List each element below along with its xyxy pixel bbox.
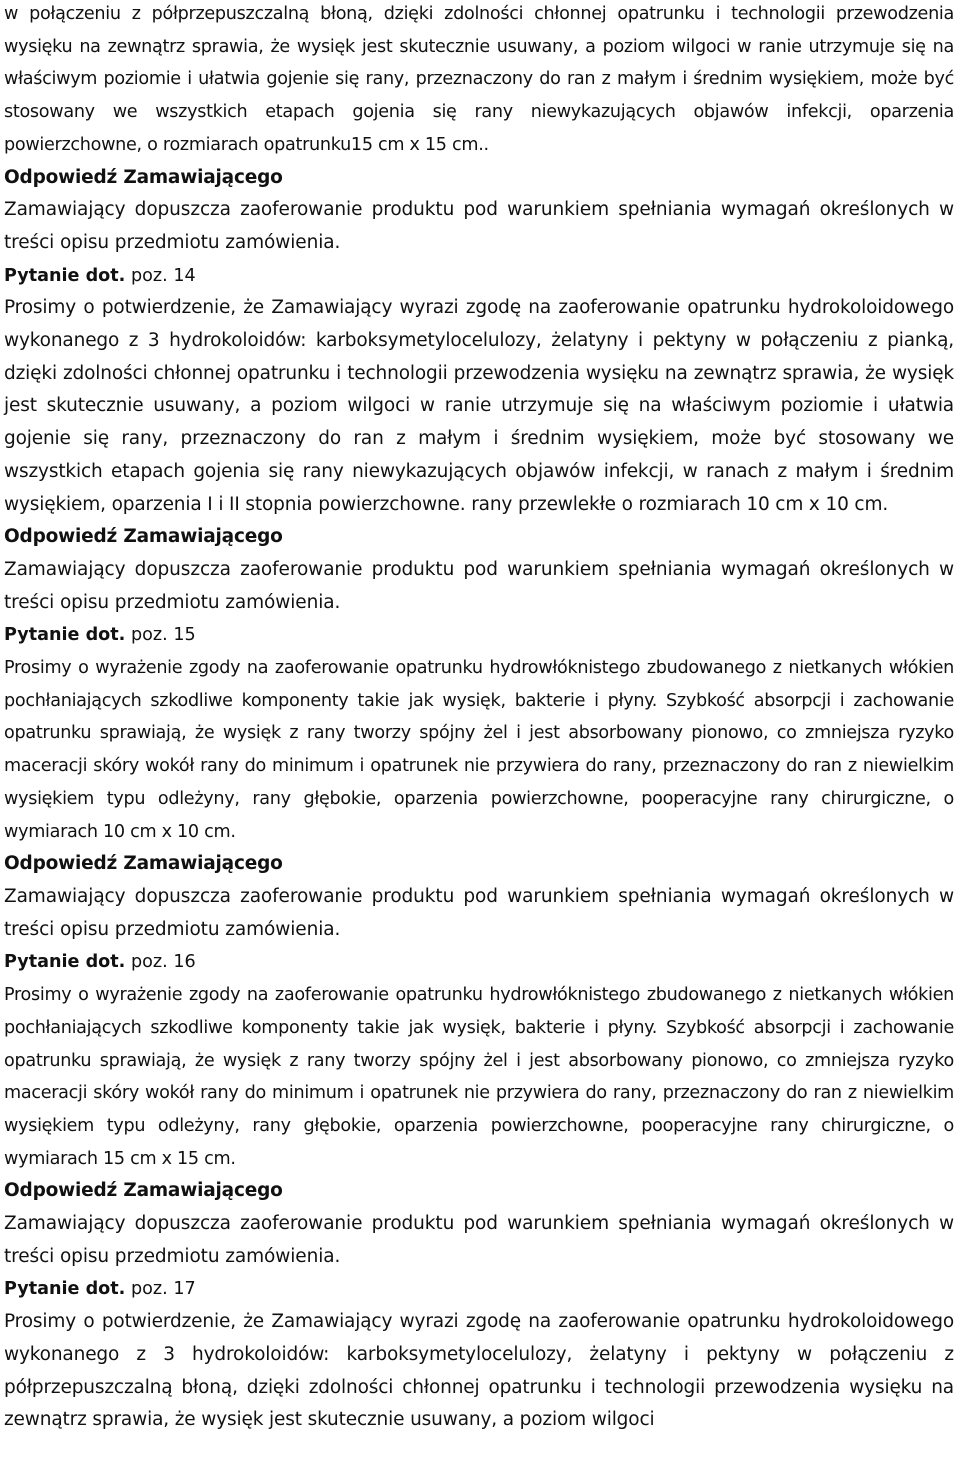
- paragraph-continuation: w połączeniu z półprzepuszczalną błoną, dzięki zdolności chłonnej opatrunku i technologii przewodzenia wysięku na zewnątrz sprawia, że wysięk jest skutecznie usuwany, a poziom wilgoci w ranie utrzymuje się na właściwym poziomie i ułatwia gojenie się rany, przeznaczony do ran z małym i średnim wysiękiem, może być stosowany we wszystkich etapach gojenia się rany niewykazujących objawów infekcji, oparzenia powierzchowne, o rozmiarach opatrunku15 cm x 15 cm..: [4, 4, 954, 155]
- question-position: poz. 16: [130, 952, 196, 973]
- question-paragraph: Prosimy o potwierdzenie, że Zamawiający wyrazi zgodę na zaoferowanie opatrunku hydrokoloidowego wykonanego z 3 hydrokoloidów: karboksymetylocelulozy, żelatyny i pektyny w połączeniu z pianką, dzięki zdolności chłonnej opatrunku i technologii przewodzenia wysięku na zewnątrz sprawia, że wysięk jest skutecznie usuwany, a poziom wilgoci w ranie utrzymuje się na właściwym poziomie i ułatwia gojenie się rany, przeznaczony do ran z małym i średnim wysiękiem, może być stosowany we wszystkich etapach gojenia się rany niewykazujących objawów infekcji, w ranach z małym i średnim wysiękiem, oparzenia I i II stopnia powierzchowne. rany przewlekłe o rozmiarach 10 cm x 10 cm.: [4, 297, 954, 515]
- answer-body: Zamawiający dopuszcza zaoferowanie produktu pod warunkiem spełniania wymagań określonych w treści opisu przedmiotu zamówienia.: [4, 885, 954, 940]
- question-paragraph: Prosimy o wyrażenie zgody na zaoferowanie opatrunku hydrowłóknistego zbudowanego z nietkanych włókien pochłaniających szkodliwe komponenty takie jak wysięk, bakterie i płyny. Szybkość absorpcji i zachowanie opatrunku sprawiają, że wysięk z rany tworzy spójny żel i jest absorbowany pionowo, co zmniejsza ryzyko maceracji skóry wokół rany do minimum i opatrunek nie przywiera do rany, przeznaczony do ran z niewielkim wysiękiem typu odleżyny, rany głębokie, oparzenia powierzchowne, pooperacyjne rany chirurgiczne, o wymiarach 10 cm x 10 cm.: [4, 658, 954, 842]
- question-paragraph: Prosimy o potwierdzenie, że Zamawiający wyrazi zgodę na zaoferowanie opatrunku hydrokoloidowego wykonanego z 3 hydrokoloidów: karboksymetylocelulozy, żelatyny i pektyny w połączeniu z półprzepuszczalną błoną, dzięki zdolności chłonnej opatrunku i technologii przewodzenia wysięku na zewnątrz sprawia, że wysięk jest skutecznie usuwany, a poziom wilgoci: [4, 1311, 954, 1431]
- question-label: Pytanie dot.: [4, 625, 126, 646]
- answer-body: Zamawiający dopuszcza zaoferowanie produktu pod warunkiem spełniania wymagań określonych w treści opisu przedmiotu zamówienia.: [4, 1213, 954, 1267]
- question-heading: [4, 1273, 954, 1306]
- answer-body: Zamawiający dopuszcza zaoferowanie produktu pod warunkiem spełniania wymagań określonych w treści opisu przedmiotu zamówienia.: [4, 199, 954, 253]
- question-heading: [4, 619, 954, 652]
- answer-heading: Odpowiedź Zamawiającego: [4, 853, 283, 875]
- question-position: poz. 17: [130, 1279, 196, 1300]
- answer-heading: Odpowiedź Zamawiającego: [4, 526, 283, 548]
- question-position: poz. 14: [130, 265, 196, 286]
- question-heading: [4, 946, 954, 979]
- question-label: Pytanie dot.: [4, 952, 126, 973]
- question-paragraph: Prosimy o wyrażenie zgody na zaoferowanie opatrunku hydrowłóknistego zbudowanego z nietkanych włókien pochłaniających szkodliwe komponenty takie jak wysięk, bakterie i płyny. Szybkość absorpcji i zachowanie opatrunku sprawiają, że wysięk z rany tworzy spójny żel i jest absorbowany pionowo, co zmniejsza ryzyko maceracji skóry wokół rany do minimum i opatrunek nie przywiera do rany, przeznaczony do ran z niewielkim wysiękiem typu odleżyny, rany głębokie, oparzenia powierzchowne, pooperacyjne rany chirurgiczne, o wymiarach 15 cm x 15 cm.: [4, 985, 954, 1169]
- answer-body: Zamawiający dopuszcza zaoferowanie produktu pod warunkiem spełniania wymagań określonych w treści opisu przedmiotu zamówienia.: [4, 558, 954, 613]
- question-label: Pytanie dot.: [4, 1279, 126, 1300]
- answer-heading: Odpowiedź Zamawiającego: [4, 1180, 283, 1202]
- question-position: poz. 15: [130, 625, 196, 646]
- answer-heading: Odpowiedź Zamawiającego: [4, 166, 283, 188]
- question-heading: [4, 260, 954, 293]
- question-label: Pytanie dot.: [4, 265, 126, 286]
